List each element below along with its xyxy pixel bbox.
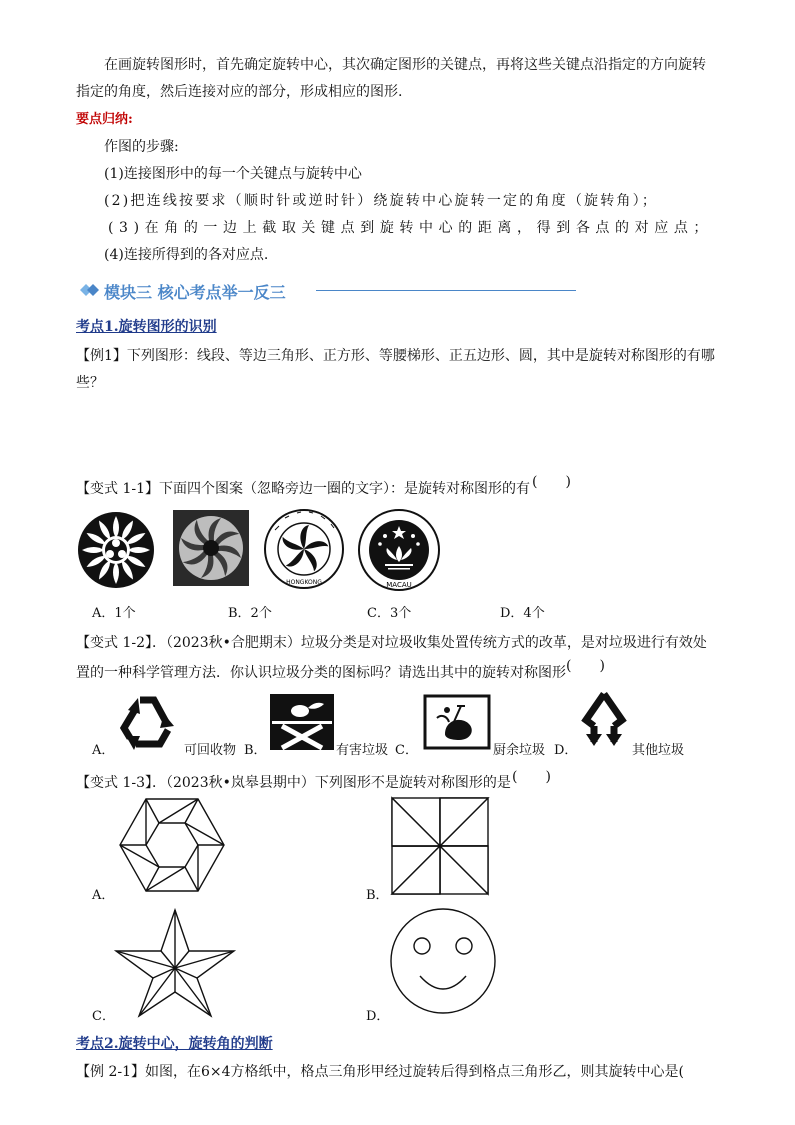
hongkong-emblem-icon — [263, 508, 345, 590]
kaodian-1-title: 考点1.旋转图形的识别 — [76, 319, 217, 335]
pinwheel-figure — [390, 796, 490, 896]
intro-line-1: 在画旋转图形时，首先确定旋转中心，其次确定图形的关键点，再将这些关键点沿指定的方向旋转 — [104, 57, 706, 73]
hongkong-text: HONGKONG — [286, 579, 322, 586]
example-1-line-1: 【例1】下列图形：线段、等边三角形、正方形、等腰梯形、正五边形、圆，其中是旋转对称图形的有哪 — [76, 348, 715, 364]
variant-1-2-line-2: 置的一种科学管理方法．你认识垃圾分类的图标吗？请选出其中的旋转对称图形 — [76, 665, 566, 681]
variant-1-1-option-b[interactable]: B．2个 — [228, 606, 272, 621]
swirl-emblem-icon — [173, 510, 249, 586]
variant-1-2-option-a-letter[interactable]: A． — [92, 743, 115, 758]
variant-1-3-option-c[interactable]: C． — [92, 1009, 115, 1024]
hexagon-pinwheel-figure — [116, 796, 228, 894]
variant-1-3-paren: ( ) — [512, 769, 551, 785]
variant-1-2-option-b-letter[interactable]: B． — [244, 743, 267, 758]
variant-1-2-option-b-label: 有害垃圾 — [336, 743, 389, 758]
variant-1-2-paren: ( ) — [566, 658, 605, 674]
intro-line-2: 指定的角度，然后连接对应的部分，形成相应的图形. — [76, 84, 403, 100]
macau-text: MACAU — [386, 581, 412, 589]
hazardous-waste-icon — [270, 694, 334, 750]
macau-emblem-icon — [357, 508, 441, 592]
chrysanthemum-emblem-icon — [76, 510, 156, 590]
summary-step-1: (1)连接图形中的每一个关键点与旋转中心 — [104, 166, 362, 182]
recycle-icon — [118, 692, 182, 750]
diamond-bullet-icon — [78, 280, 102, 300]
summary-step-2: (2)把连线按要求（顺时针或逆时针）绕旋转中心旋转一定的角度（旋转角）； — [104, 193, 659, 209]
module-title: 模块三 核心考点举一反三 — [104, 283, 286, 302]
other-waste-icon — [578, 688, 630, 750]
variant-1-2-option-a-label: 可回收物 — [184, 743, 237, 758]
variant-1-1-paren: ( ) — [532, 474, 571, 490]
module-divider — [316, 290, 576, 291]
variant-1-2-option-d-label: 其他垃圾 — [632, 743, 685, 758]
kaodian-2-title: 考点2.旋转中心，旋转角的判断 — [76, 1036, 273, 1052]
kitchen-waste-icon — [423, 694, 491, 750]
example-2-1-line-1: 【例 2-1】如图，在6×4方格纸中，格点三角形甲经过旋转后得到格点三角形乙，则其旋转中心是( — [76, 1064, 684, 1080]
summary-step-4: (4)连接所得到的各对应点. — [104, 247, 269, 263]
variant-1-3-question: 【变式 1-3】．（2023秋•岚皋县期中）下列图形不是旋转对称图形的是 — [76, 775, 511, 791]
summary-heading: 作图的步骤: — [104, 139, 179, 155]
example-1-line-2: 些？ — [76, 375, 104, 391]
variant-1-3-option-d[interactable]: D． — [366, 1009, 390, 1024]
variant-1-2-line-1: 【变式 1-2】．（2023秋•合肥期末）垃圾分类是对垃圾收集处置传统方式的改革，是对垃圾进行有效处 — [76, 635, 707, 651]
variant-1-2-option-c-label: 厨余垃圾 — [493, 743, 546, 758]
variant-1-1-option-d[interactable]: D．4个 — [500, 606, 545, 621]
variant-1-3-option-b[interactable]: B． — [366, 888, 389, 903]
summary-step-3: (3)在角的一边上截取关键点到旋转中心的距离，得到各点的对应点； — [108, 220, 714, 236]
variant-1-2-option-c-letter[interactable]: C． — [395, 743, 418, 758]
smiley-face-figure — [388, 906, 498, 1016]
variant-1-1-question: 【变式 1-1】下面四个图案（忽略旁边一圈的文字）：是旋转对称图形的有 — [76, 481, 530, 497]
variant-1-1-option-a[interactable]: A．1个 — [92, 606, 136, 621]
variant-1-3-option-a[interactable]: A． — [92, 888, 115, 903]
star-figure — [112, 906, 238, 1018]
variant-1-2-option-d-letter[interactable]: D． — [554, 743, 578, 758]
variant-1-1-option-c[interactable]: C．3个 — [367, 606, 412, 621]
summary-title: 要点归纳: — [76, 112, 133, 127]
